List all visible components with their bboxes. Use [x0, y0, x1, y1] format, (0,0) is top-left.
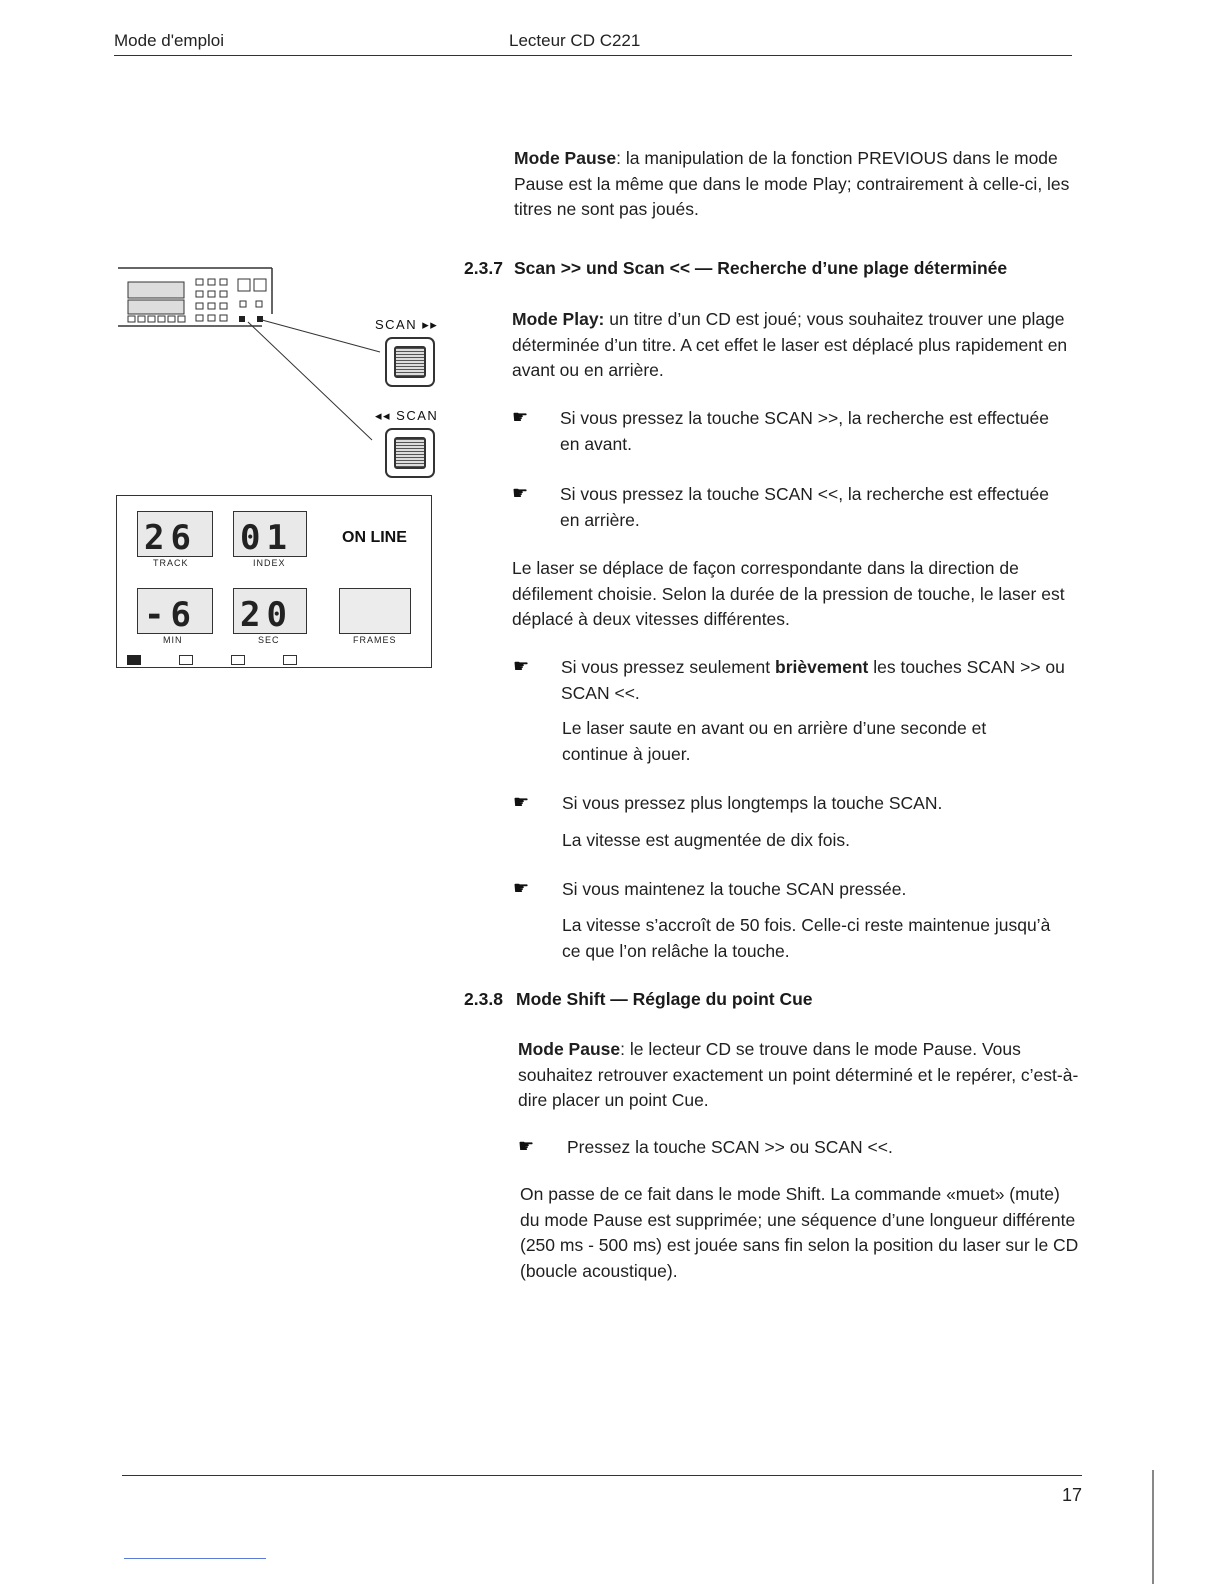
bullet-long-press-note: La vitesse est augmentée de dix fois.	[562, 830, 850, 850]
status-indicator-3	[283, 655, 297, 665]
bullet-hold-press-note: La vitesse s’accroît de 50 fois. Celle-ci reste maintenue jusqu’à ce que l’on relâche la touche.	[562, 915, 1051, 961]
track-label: TRACK	[153, 558, 189, 568]
scan-forward-button	[385, 337, 435, 387]
bullet-scan-forward: Si vous pressez la touche SCAN >>, la recherche est effectuée en avant.	[560, 408, 1049, 454]
sec-display	[233, 588, 307, 634]
scan-forward-label: SCAN ▸▸	[375, 317, 439, 332]
index-digits: 01	[240, 518, 293, 558]
pause-intro-term: Mode Pause	[514, 148, 617, 168]
frames-display	[339, 588, 411, 634]
track-display	[137, 511, 213, 557]
header-rule	[114, 55, 1072, 56]
status-indicator-2	[231, 655, 245, 665]
shift-term: Mode Pause	[518, 1039, 621, 1059]
shift-text: : le lecteur CD se trouve dans le mode Pause. Vous souhaitez retrouver exactement un point déterminé et le repérer, c’est-à-dire placer un point Cue.	[518, 1039, 1079, 1110]
pause-intro-paragraph	[514, 146, 1084, 223]
pointing-hand-icon: ☛	[518, 1136, 535, 1156]
section-238-number: 2.3.8	[464, 989, 503, 1009]
bullet-short-press-bold: brièvement	[775, 657, 869, 677]
status-indicator-1	[179, 655, 193, 665]
track-digits: 26	[144, 518, 197, 558]
pointing-hand-icon: ☛	[512, 483, 529, 503]
frames-label: FRAMES	[353, 635, 397, 645]
bullet-hold-press: Si vous maintenez la touche SCAN pressée.	[562, 879, 907, 899]
scan-edge-shadow	[1152, 1470, 1154, 1584]
pointing-hand-icon: ☛	[513, 878, 530, 898]
display-panel	[116, 495, 432, 668]
header-product-title: Lecteur CD C221	[509, 31, 641, 50]
laser-paragraph: Le laser se déplace de façon correspondante dans la direction de défilement choisie. Selon la durée de la pression de touche, le laser est déplacé à deux vitesses différentes.	[512, 558, 1065, 629]
scan-back-button	[385, 428, 435, 478]
status-indicator-active	[127, 655, 141, 665]
bullet-short-press-pre: Si vous pressez seulement	[561, 657, 775, 677]
bullet-short-press-post: les touches SCAN >> ou SCAN <<.	[561, 657, 1065, 703]
section-238-title: Mode Shift — Réglage du point Cue	[516, 989, 813, 1009]
online-label: ON LINE	[342, 529, 407, 546]
footer-rule	[122, 1475, 1082, 1476]
pause-intro-text: : la manipulation de la fonction PREVIOUS dans le mode Pause est la même que dans le mode Play; contrairement à celle-ci, les titres ne sont pas joués.	[514, 148, 1070, 219]
scan-back-label: ◂◂ SCAN	[375, 408, 439, 423]
min-label: MIN	[163, 635, 183, 645]
index-display	[233, 511, 307, 557]
pointing-hand-icon: ☛	[513, 792, 530, 812]
bullet-long-press: Si vous pressez plus longtemps la touche SCAN.	[562, 793, 943, 813]
bullet-short-press-note: Le laser saute en avant ou en arrière d’une seconde et continue à jouer.	[562, 718, 987, 764]
final-paragraph: On passe de ce fait dans le mode Shift. La commande «muet» (mute) du mode Pause est supprimée; une séquence d’une longueur différente (250 ms - 500 ms) est jouée sans fin selon la position du laser sur le CD (boucle acoustique).	[520, 1184, 1079, 1281]
sec-digits: 20	[240, 595, 293, 635]
bullet-short-press	[561, 655, 1071, 706]
index-label: INDEX	[253, 558, 286, 568]
pointing-hand-icon: ☛	[512, 407, 529, 427]
page-number: 17	[1062, 1485, 1083, 1505]
section-237-number: 2.3.7	[464, 258, 503, 278]
min-display	[137, 588, 213, 634]
shift-paragraph	[518, 1037, 1084, 1114]
play-text: un titre d’un CD est joué; vous souhaitez trouver une plage déterminée d’un titre. A cet effet le laser est déplacé plus rapidement en avant ou en arrière.	[512, 309, 1068, 380]
sec-label: SEC	[258, 635, 280, 645]
header-manual-title: Mode d'emploi	[114, 31, 225, 50]
bullet-press-scan: Pressez la touche SCAN >> ou SCAN <<.	[567, 1137, 893, 1157]
bullet-scan-back: Si vous pressez la touche SCAN <<, la recherche est effectuée en arrière.	[560, 484, 1049, 530]
min-digits: -6	[144, 595, 197, 635]
scan-artifact-line	[124, 1558, 266, 1559]
pointing-hand-icon: ☛	[513, 656, 530, 676]
section-237-title: Scan >> und Scan << — Recherche d’une plage déterminée	[514, 258, 1008, 278]
play-term: Mode Play:	[512, 309, 605, 329]
play-paragraph	[512, 307, 1082, 384]
